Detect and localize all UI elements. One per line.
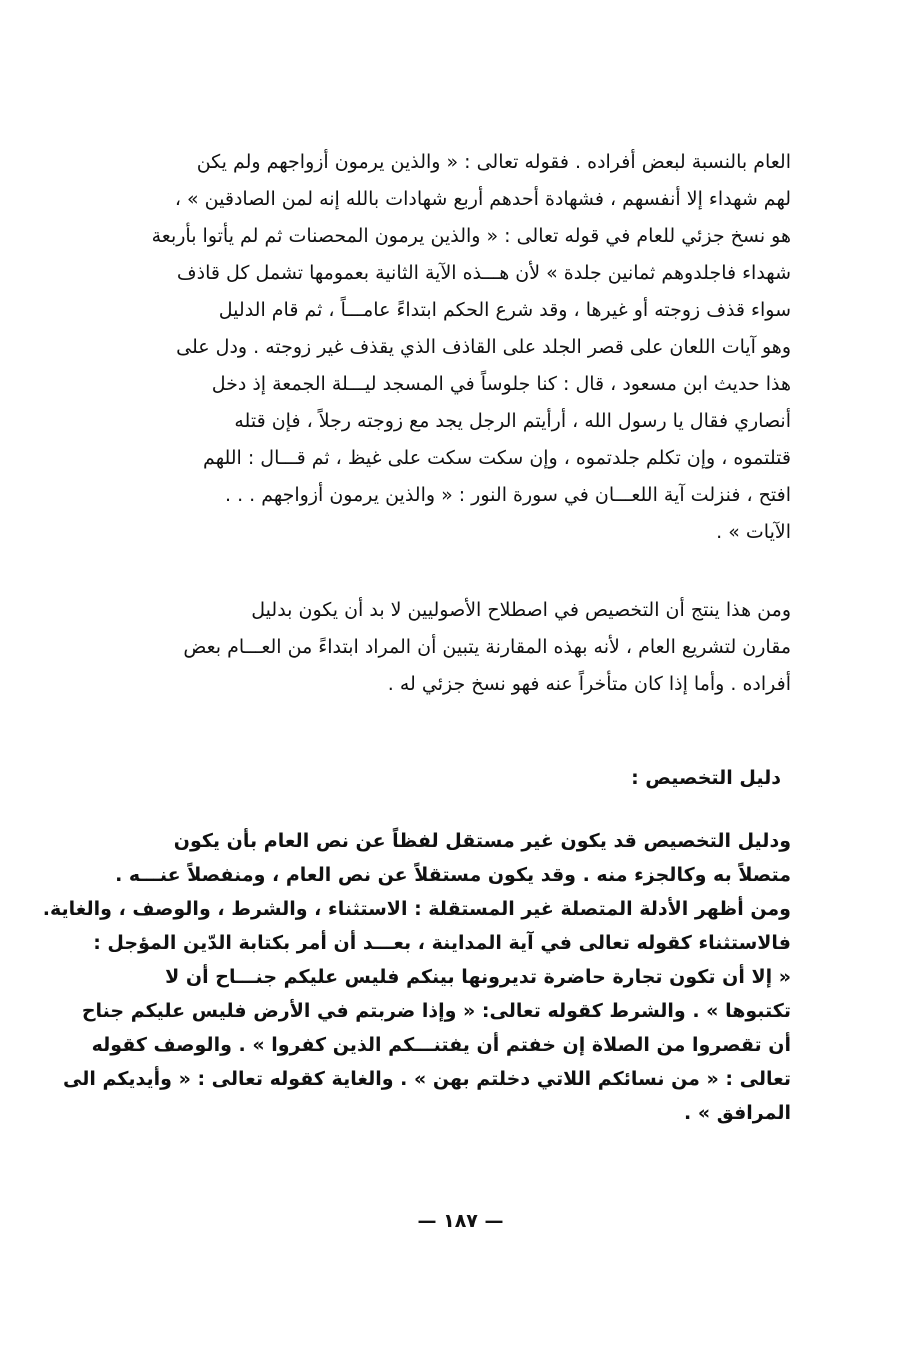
text-line: هو نسخ جزئي للعام في قوله تعالى : « والذين يرمون المحصنات ثم لم يأتوا بأربعة xyxy=(151,225,791,247)
paragraph-2 xyxy=(146,592,791,703)
text-line: متصلاً به وكالجزء منه . وقد يكون مستقلاً عن نص العام ، ومنفصلاً عنـــه . xyxy=(115,864,791,886)
page-number: — ١٨٧ — xyxy=(417,1210,504,1232)
text-line: وهو آيات اللعان على قصر الجلد على القاذف الذي يقذف غير زوجته . ودل على xyxy=(176,336,791,358)
text-line: مقارن لتشريع العام ، لأنه بهذه المقارنة يتبين أن المراد ابتداءً من العـــام بعض xyxy=(183,636,791,658)
text-line: فالاستثناء كقوله تعالى في آية المداينة ، بعـــد أن أمر بكتابة الدّين المؤجل : xyxy=(93,932,791,954)
text-line: هذا حديث ابن مسعود ، قال : كنا جلوساً في المسجد ليـــلة الجمعة إذ دخل xyxy=(211,373,791,395)
section-heading: دليل التخصيص : xyxy=(631,767,781,789)
text-line: لهم شهداء إلا أنفسهم ، فشهادة أحدهم أربع شهادات بالله إنه لمن الصادقين » ، xyxy=(174,188,791,210)
text-line: سواء قذف زوجته أو غيرها ، وقد شرع الحكم ابتداءً عامـــاً ، ثم قام الدليل xyxy=(218,299,791,321)
paragraph-1 xyxy=(146,144,791,551)
text-line: العام بالنسبة لبعض أفراده . فقوله تعالى : « والذين يرمون أزواجهم ولم يكن xyxy=(196,151,791,173)
text-line: قتلتموه ، وإن تكلم جلدتموه ، وإن سكت سكت على غيظ ، ثم قـــال : اللهم xyxy=(203,447,791,469)
text-line: تعالى : « من نسائكم اللاتي دخلتم بهن » . والغاية كقوله تعالى : « وأيديكم الى xyxy=(62,1068,791,1090)
text-line: أنصاري فقال يا رسول الله ، أرأيتم الرجل يجد مع زوجته رجلاً ، فإن قتله xyxy=(234,410,791,432)
text-line: أفراده . وأما إذا كان متأخراً عنه فهو نسخ جزئي له . xyxy=(387,673,791,695)
text-line: تكتبوها » . والشرط كقوله تعالى: « وإذا ضربتم في الأرض فليس عليكم جناح xyxy=(81,1000,791,1022)
text-line: ومن أظهر الأدلة المتصلة غير المستقلة : الاستثناء ، والشرط ، والوصف ، والغاية. xyxy=(42,898,791,920)
text-line: ودليل التخصيص قد يكون غير مستقل لفظاً عن نص العام بأن يكون xyxy=(173,830,791,852)
text-line: الآيات » . xyxy=(716,521,791,543)
text-line: ومن هذا ينتج أن التخصيص في اصطلاح الأصوليين لا بد أن يكون بدليل xyxy=(251,599,791,621)
text-line: شهداء فاجلدوهم ثمانين جلدة » لأن هـــذه الآية الثانية بعمومها تشمل كل قاذف xyxy=(176,262,791,284)
text-line: « إلا أن تكون تجارة حاضرة تديرونها بينكم فليس عليكم جنـــاح أن لا xyxy=(165,966,791,988)
text-line: افتح ، فنزلت آية اللعـــان في سورة النور : « والذين يرمون أزواجهم . . . xyxy=(224,484,791,506)
paragraph-3 xyxy=(42,824,791,1130)
text-line: المرافق » . xyxy=(683,1102,791,1124)
text-line: أن تقصروا من الصلاة إن خفتم أن يفتنـــكم الذين كفروا » . والوصف كقوله xyxy=(91,1034,791,1056)
